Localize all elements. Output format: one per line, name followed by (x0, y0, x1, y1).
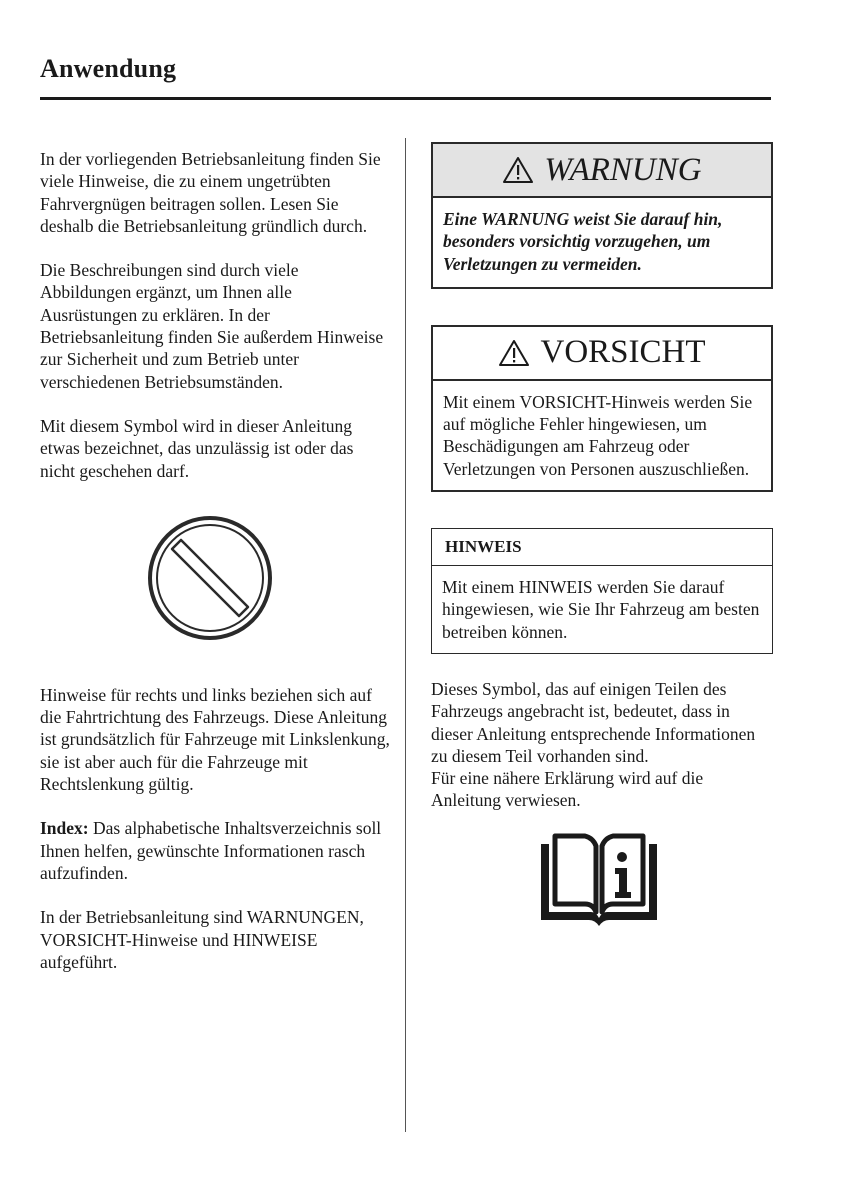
caution-title: VORSICHT (540, 334, 706, 371)
note-box (431, 528, 773, 654)
illustrations-paragraph: Die Beschreibungen sind durch viele Abbildungen ergänzt, um Ihnen alle Ausrüstungen zu erklären. In der Betriebsanleitung finden Sie außerdem Hinweise zur Sicherheit und zum Betrieb unter verschiedenen Betriebsumständen. (40, 260, 384, 392)
symbol-explanation-paragraph: Mit diesem Symbol wird in dieser Anleitung etwas bezeichnet, das unzulässig ist oder das nicht geschehen darf. (40, 415, 354, 481)
page-title: Anwendung (40, 54, 177, 83)
warning-text: Eine WARNUNG weist Sie darauf hin, besonders vorsichtig vorzugehen, um Verletzungen zu vermeiden. (443, 209, 723, 274)
direction-paragraph: Hinweise für rechts und links beziehen sich auf die Fahrtrichtung des Fahrzeugs. Diese Anleitung ist grundsätzlich für Fahrzeuge mit Linkslenkung, sie ist aber auch für die Fahrzeuge mit Rechtslenkung gültig. (40, 684, 390, 795)
manual-book-info-icon (537, 832, 661, 928)
column-divider (405, 138, 406, 1132)
info-reference-text: Für eine nähere Erklärung wird auf die Anleitung verwiesen. (431, 768, 704, 811)
right-column (431, 142, 773, 928)
caution-text: Mit einem VORSICHT-Hinweis werden Sie auf mögliche Fehler hingewiesen, um Beschädigungen am Fahrzeug oder Verletzungen von Personen auszuschließen. (443, 391, 753, 479)
index-label: Index: (40, 818, 89, 839)
info-symbol-paragraph (431, 678, 773, 812)
caution-header (433, 327, 771, 381)
title-rule (40, 97, 771, 100)
warning-triangle-icon (502, 156, 534, 184)
note-text: Mit einem HINWEIS werden Sie darauf hingewiesen, wie Sie Ihr Fahrzeug am besten betreiben können. (442, 577, 760, 642)
intro-paragraph: In der vorliegenden Betriebsanleitung finden Sie viele Hinweise, die zu einem ungetrübten Fahrvergnügen beitragen sollen. Lesen Sie deshalb die Betriebsanleitung gründlich durch. (40, 149, 381, 236)
warning-title: WARNUNG (544, 151, 702, 188)
warning-triangle-icon (498, 339, 530, 367)
warning-box (431, 142, 773, 289)
warning-header (433, 144, 771, 198)
index-paragraph (40, 817, 390, 884)
left-column (40, 148, 390, 973)
note-title: HINWEIS (432, 529, 772, 566)
info-symbol-text: Dieses Symbol, das auf einigen Teilen des Fahrzeugs angebracht ist, bedeutet, dass in dieser Anleitung entsprechende Informationen zu diesem Teil vorhanden sind. (431, 678, 756, 766)
caution-box (431, 325, 773, 492)
closing-paragraph: In der Betriebsanleitung sind WARNUNGEN, VORSICHT-Hinweise und HINWEISE aufgeführt. (40, 907, 364, 972)
prohibition-icon (144, 512, 276, 644)
index-text: Das alphabetische Inhaltsverzeichnis soll Ihnen helfen, gewünschte Informationen rasch aufzufinden. (40, 818, 382, 883)
